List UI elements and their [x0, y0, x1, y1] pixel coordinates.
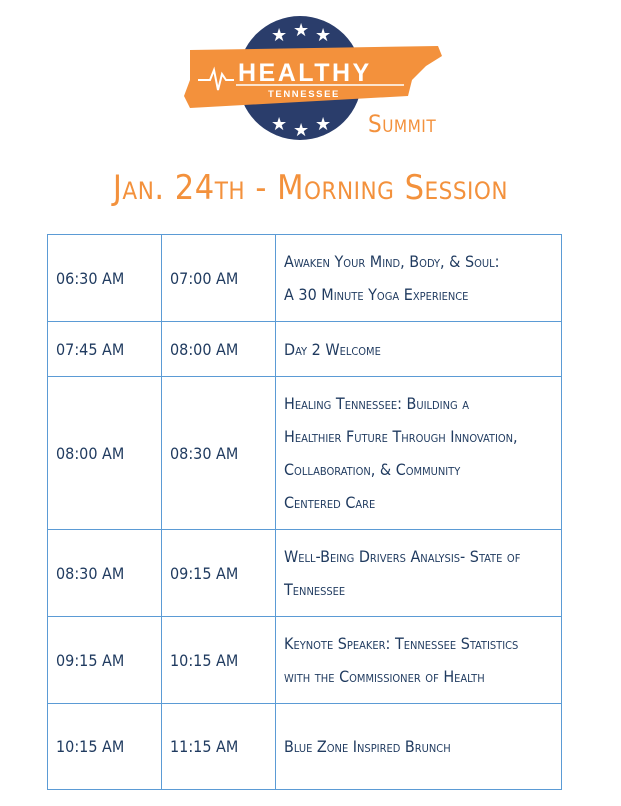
end-time: 08:00 AM	[162, 322, 276, 377]
star-icon: ★	[271, 114, 288, 135]
start-time: 08:00 AM	[48, 377, 162, 530]
description-line: Well-Being Drivers Analysis- State of	[284, 547, 521, 566]
table-row	[48, 617, 562, 704]
end-time: 08:30 AM	[162, 377, 276, 530]
table-row	[48, 322, 562, 377]
description-line: Keynote Speaker: Tennessee Statistics	[284, 634, 519, 653]
session-description	[276, 235, 562, 322]
page-title: Jan. 24th - Morning Session	[112, 168, 509, 208]
start-time: 08:30 AM	[48, 530, 162, 617]
description-line: Healthier Future Through Innovation,	[284, 427, 518, 446]
logo-word: HEALTHY	[238, 59, 372, 87]
schedule-table	[47, 234, 562, 790]
end-time: 09:15 AM	[162, 530, 276, 617]
session-description	[276, 617, 562, 704]
description-line: Collaboration, & Community	[284, 460, 461, 479]
end-time: 10:15 AM	[162, 617, 276, 704]
description-line: Tennessee	[284, 580, 346, 599]
start-time: 09:15 AM	[48, 617, 162, 704]
description-line: Awaken Your Mind, Body, & Soul:	[284, 252, 500, 271]
start-time: 10:15 AM	[48, 704, 162, 790]
logo-state: TENNESSEE	[268, 89, 340, 100]
end-time: 11:15 AM	[162, 704, 276, 790]
session-description	[276, 322, 562, 377]
logo-subtitle: Summit	[368, 110, 437, 138]
table-row	[48, 704, 562, 790]
description-line: Day 2 Welcome	[284, 339, 381, 359]
star-icon: ★	[293, 120, 310, 141]
star-icon: ★	[293, 20, 310, 41]
description-line: A 30 Minute Yoga Experience	[284, 285, 469, 304]
star-icon: ★	[315, 114, 332, 135]
table-row	[48, 377, 562, 530]
table-row	[48, 235, 562, 322]
session-description	[276, 377, 562, 530]
start-time: 07:45 AM	[48, 322, 162, 377]
table-row	[48, 530, 562, 617]
description-line: Healing Tennessee: Building a	[284, 394, 470, 413]
end-time: 07:00 AM	[162, 235, 276, 322]
start-time: 06:30 AM	[48, 235, 162, 322]
session-description	[276, 530, 562, 617]
description-line: with the Commissioner of Health	[284, 667, 485, 686]
star-icon: ★	[271, 25, 288, 46]
description-line: Centered Care	[284, 493, 376, 512]
description-line: Blue Zone Inspired Brunch	[284, 737, 451, 756]
session-description	[276, 704, 562, 790]
star-icon: ★	[315, 25, 332, 46]
